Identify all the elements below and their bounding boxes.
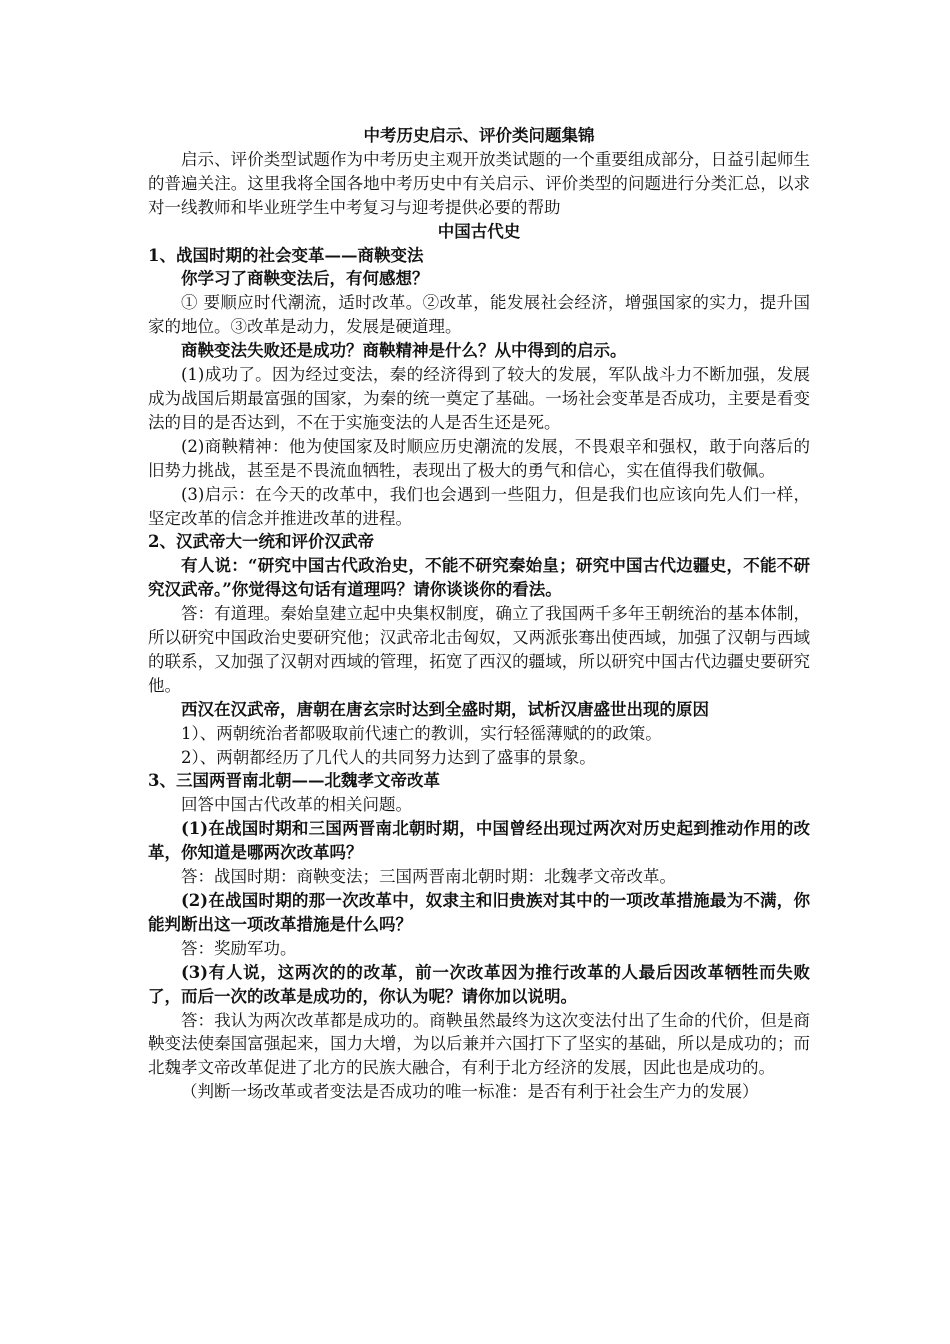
document-body: [148, 124, 810, 1104]
answer: (1)成功了。因为经过变法，秦的经济得到了较大的发展，军队战斗力不断加强，发展成为战国后期最富强的国家，为秦的统一奠定了基础。一场社会变革是否成功，主要是看变法的目的是否达到，不在于实施变法的人是否生还是死。: [148, 365, 810, 432]
lead-text: 回答中国古代改革的相关问题。: [181, 795, 412, 815]
era-heading: 中国古代史: [437, 221, 521, 241]
section-heading: 2、汉武帝大一统和评价汉武帝: [148, 532, 374, 552]
question: 你学习了商鞅变法后，有何感想？: [181, 269, 429, 289]
note: （判断一场改革或者变法是否成功的唯一标准：是否有利于社会生产力的发展）: [181, 1082, 759, 1102]
answer: 答：我认为两次改革都是成功的。商鞅虽然最终为这次变法付出了生命的代价，但是商鞅变法使秦国富强起来，国力大增，为以后兼并六国打下了坚实的基础，所以是成功的；而北魏孝文帝改革促进了北方的民族大融合，有利于北方经济的发展，因此也是成功的。: [148, 1010, 810, 1078]
page-title: 中考历史启示、评价类问题集锦: [363, 126, 595, 145]
section-heading: 1、战国时期的社会变革——商鞅变法: [148, 245, 424, 265]
answer: 1）、两朝统治者都吸取前代速亡的教训，实行轻徭薄赋的的政策。: [181, 723, 662, 743]
question: 有人说：“研究中国古代政治史，不能不研究秦始皇；研究中国古代边疆史，不能不研究汉武帝。”你觉得这句话有道理吗？请你谈谈你的看法。: [148, 556, 810, 600]
section-heading: 3、三国两晋南北朝——北魏孝文帝改革: [148, 771, 440, 791]
intro-paragraph: 启示、评价类型试题作为中考历史主观开放类试题的一个重要组成部分，日益引起师生的普遍关注。这里我将全国各地中考历史中有关启示、评价类型的问题进行分类汇总，以求对一线教师和毕业班学生中考复习与迎考提供必要的帮助: [148, 149, 810, 217]
question: 西汉在汉武帝，唐朝在唐玄宗时达到全盛时期，试析汉唐盛世出现的原因: [181, 699, 709, 719]
answer: 2）、两朝都经历了几代人的共同努力达到了盛事的景象。: [181, 747, 596, 767]
answer: ① 要顺应时代潮流，适时改革。②改革，能发展社会经济，增强国家的实力，提升国家的地位。③改革是动力，发展是硬道理。: [148, 293, 810, 337]
answer: (2)商鞅精神：他为使国家及时顺应历史潮流的发展，不畏艰辛和强权，敢于向落后的旧势力挑战，甚至是不畏流血牺牲，表现出了极大的勇气和信心，实在值得我们敬佩。: [148, 436, 810, 480]
answer: 答：战国时期：商鞅变法；三国两晋南北朝时期：北魏孝文帝改革。: [181, 867, 676, 887]
answer: 答：奖励军功。: [181, 938, 297, 958]
question: (1)在战国时期和三国两晋南北朝时期，中国曾经出现过两次对历史起到推动作用的改革，你知道是哪两次改革吗？: [148, 819, 810, 863]
answer: (3)启示：在今天的改革中，我们也会遇到一些阻力，但是我们也应该向先人们一样，坚定改革的信念并推进改革的进程。: [148, 484, 810, 528]
answer: 答：有道理。秦始皇建立起中央集权制度，确立了我国两千多年王朝统治的基本体制，所以研究中国政治史要研究他；汉武帝北击匈奴，又两派张骞出使西域，加强了汉朝与西域的联系，又加强了汉朝对西域的管理，拓宽了西汉的疆域，所以研究中国古代边疆史要研究他。: [148, 604, 810, 695]
question: (2)在战国时期的那一次改革中，奴隶主和旧贵族对其中的一项改革措施最为不满，你能判断出这一项改革措施是什么吗？: [148, 891, 810, 934]
question: (3)有人说，这两次的的改革，前一次改革因为推行改革的人最后因改革牺牲而失败了，而后一次的改革是成功的，你认为呢？请你加以说明。: [148, 962, 810, 1006]
question: 商鞅变法失败还是成功？商鞅精神是什么？从中得到的启示。: [181, 341, 627, 361]
